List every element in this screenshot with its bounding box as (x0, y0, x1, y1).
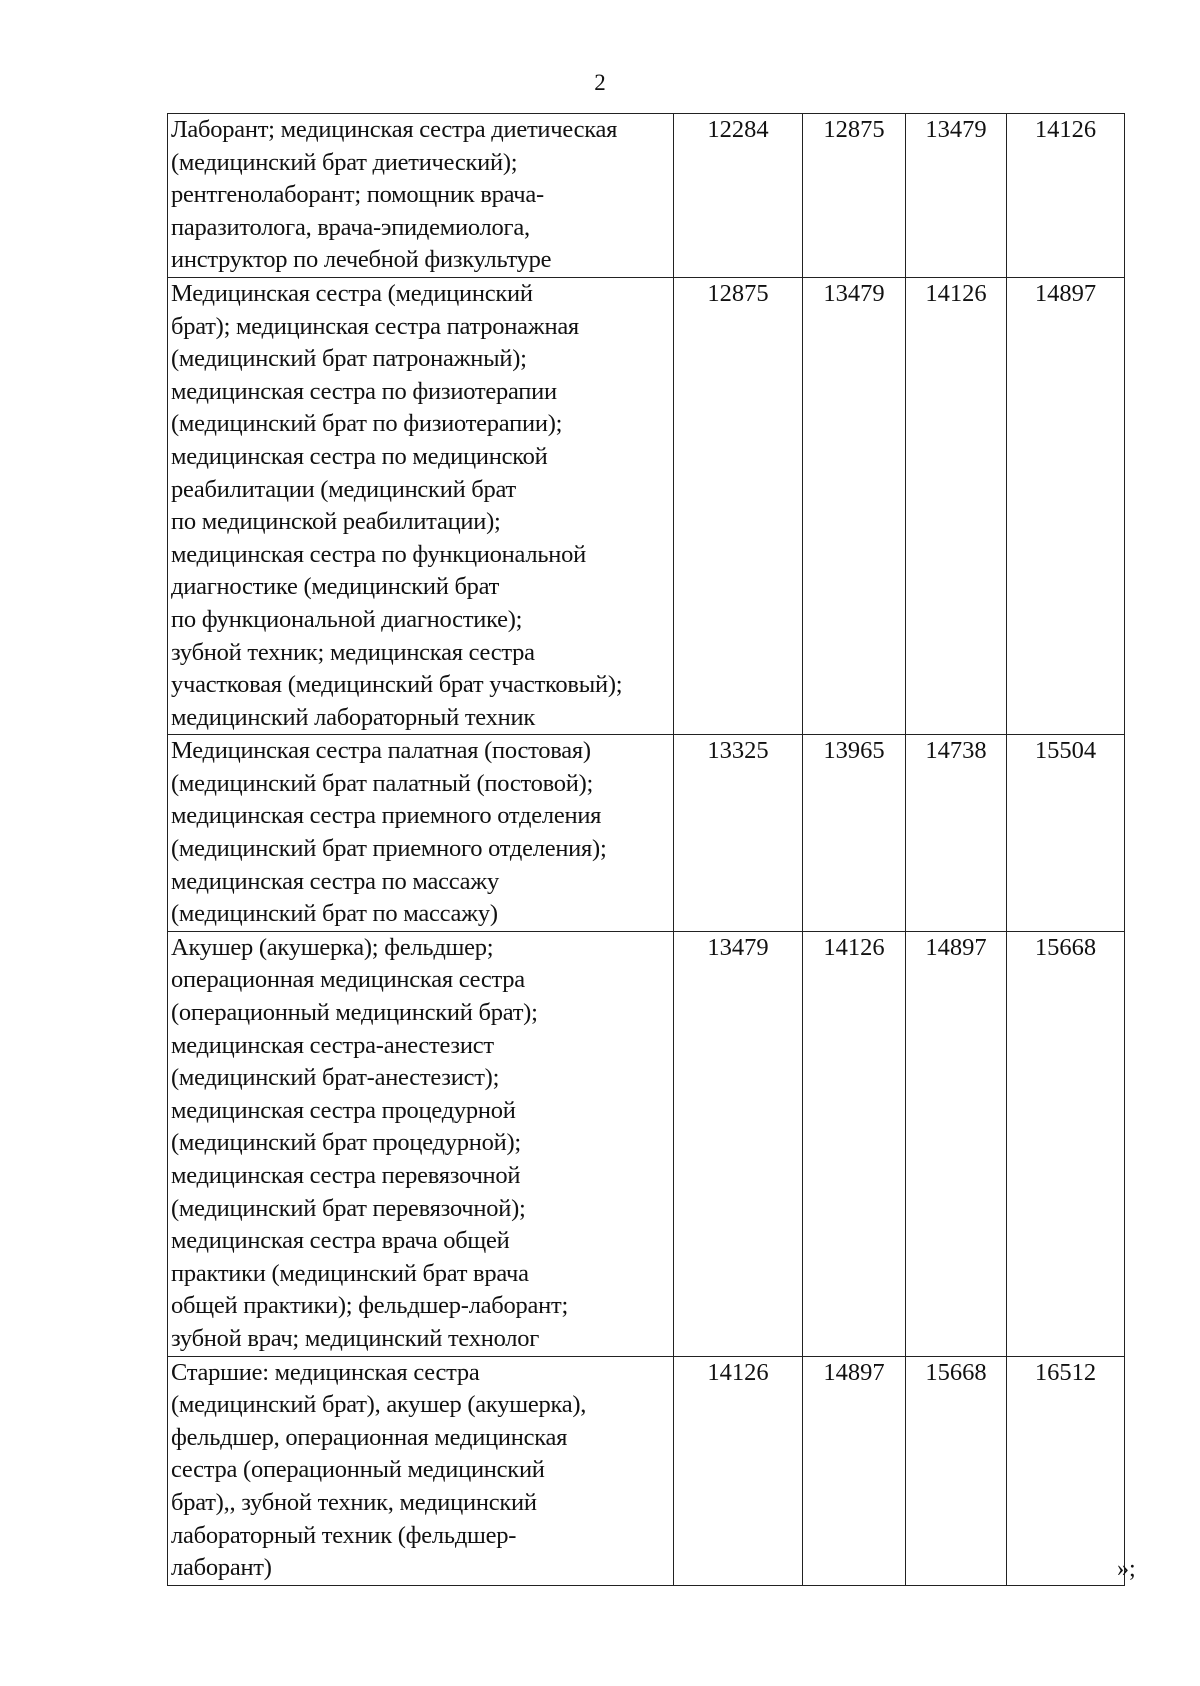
rate-value: 14126 (1007, 114, 1125, 278)
table-row (168, 1356, 1125, 1585)
rate-value: 13479 (674, 931, 803, 1356)
position-description: Медицинская сестра палатная (постовая) (медицинский брат палатный (постовой); медицинская сестра приемного отделения (медицинский брат приемного отделения); медицинская сестра по массажу (медицинский брат по массажу) (168, 735, 674, 932)
rate-value: 14738 (906, 735, 1007, 932)
rate-value: 13479 (803, 277, 906, 734)
rate-value: 13479 (906, 114, 1007, 278)
rate-value: 13965 (803, 735, 906, 932)
rate-value: 12284 (674, 114, 803, 278)
position-description: Акушер (акушерка); фельдшер; операционная медицинская сестра (операционный медицинский брат); медицинская сестра-анестезист (медицинский брат-анестезист); медицинская сестра процедурной (медицинский брат процедурной); медицинская сестра перевязочной (медицинский брат перевязочной); медицинская сестра врача общей практики (медицинский брат врача общей практики); фельдшер-лаборант; зубной врач; медицинский технолог (168, 931, 674, 1356)
rate-value: 12875 (803, 114, 906, 278)
rate-value: 14897 (803, 1356, 906, 1585)
position-description: Старшие: медицинская сестра (медицинский брат), акушер (акушерка), фельдшер, операционная медицинская сестра (операционный медицинский брат),, зубной техник, медицинский лабораторный техник (фельдшер- лаборант) (168, 1356, 674, 1585)
rate-value: 12875 (674, 277, 803, 734)
rate-value: 13325 (674, 735, 803, 932)
table-row (168, 735, 1125, 932)
rate-value: 14897 (906, 931, 1007, 1356)
table-row (168, 114, 1125, 278)
position-description: Медицинская сестра (медицинский брат); медицинская сестра патронажная (медицинский брат патронажный); медицинская сестра по физиотерапии (медицинский брат по физиотерапии); медицинская сестра по медицинской реабилитации (медицинский брат по медицинской реабилитации); медицинская сестра по функциональной диагностике (медицинский брат по функциональной диагностике); зубной техник; медицинская сестра участковая (медицинский брат участковый); медицинский лабораторный техник (168, 277, 674, 734)
table-row (168, 277, 1125, 734)
page-number: 2 (594, 70, 606, 95)
rate-value: 15668 (906, 1356, 1007, 1585)
rate-value: 14126 (906, 277, 1007, 734)
rate-value: 15668 (1007, 931, 1125, 1356)
rate-value: 16512 (1007, 1356, 1125, 1585)
rate-value: 14897 (1007, 277, 1125, 734)
closing-quote-mark: »; (1117, 1556, 1136, 1582)
table-row (168, 931, 1125, 1356)
rate-value: 15504 (1007, 735, 1125, 932)
salary-rates-table (167, 113, 1125, 1586)
position-description: Лаборант; медицинская сестра диетическая (медицинский брат диетический); рентгенолаборант; помощник врача- паразитолога, врача-эпидемиолога, инструктор по лечебной физкультуре (168, 114, 674, 278)
rate-value: 14126 (674, 1356, 803, 1585)
rate-value: 14126 (803, 931, 906, 1356)
